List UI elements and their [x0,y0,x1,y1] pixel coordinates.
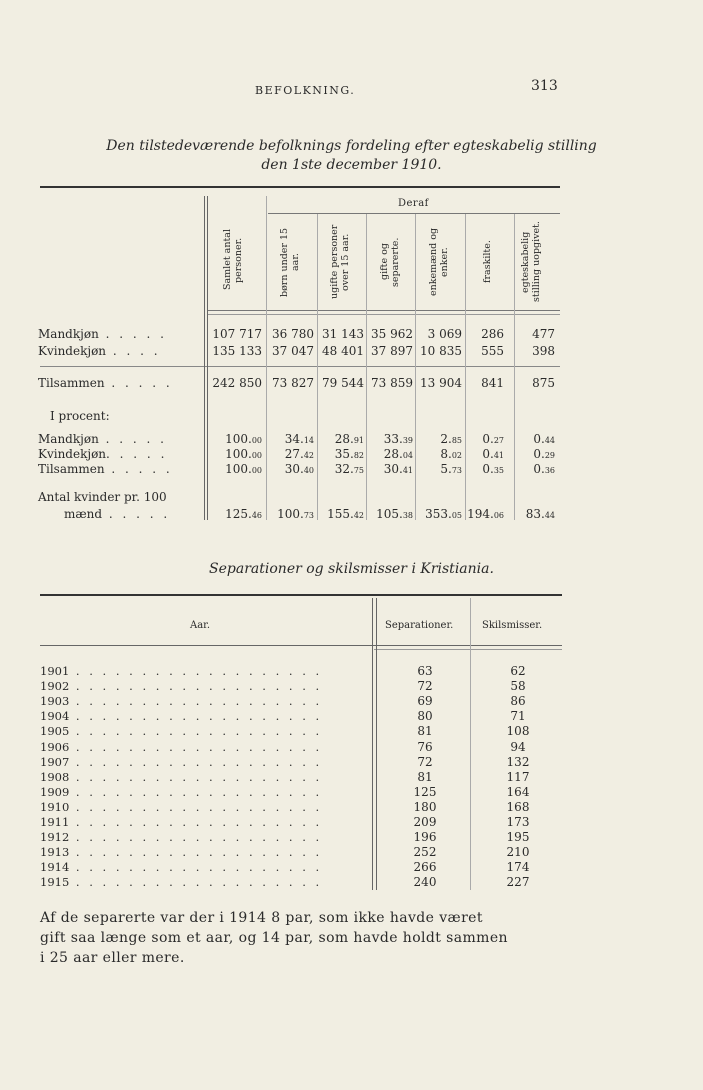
year-label: 1911 . . . . . . . . . . . . . . . . . . . [40,815,323,829]
separations-cell: 81 [417,724,433,739]
percent-cell: 0.27 [482,432,504,446]
footnote-line: i 25 aar eller mere. [40,950,185,966]
table-cell: 37 047 [272,344,314,358]
col-header-divorced: fraskilte. [482,240,493,284]
year-label: 1903 . . . . . . . . . . . . . . . . . . . [40,694,323,709]
separations-cell: 266 [413,860,437,875]
year-label: 1901 . . . . . . . . . . . . . . . . . . . [40,664,323,678]
table-cell: 135 133 [212,344,262,358]
col-header-unknown: egteskabelig stilling uopgivet. [520,221,542,303]
table-cell: 107 717 [212,327,262,341]
row-label-pct-total: Tilsammen . . . . . [38,462,173,476]
separations-cell: 252 [413,845,437,860]
percent-cell: 100.00 [225,447,262,461]
table-cell: 31 143 [322,327,364,341]
col-header-widowed: enkemænd og enker. [428,227,450,297]
percent-cell: 100.00 [225,432,262,446]
percent-cell: 0.44 [533,432,555,446]
separations-cell: 125 [413,784,437,799]
separations-cell: 69 [417,694,433,709]
percent-cell: 0.41 [482,447,504,461]
col-header-children: børn under 15 aar. [279,227,301,297]
divorces-cell: 108 [506,724,530,739]
year-label: 1904 . . . . . . . . . . . . . . . . . . . [40,709,323,724]
separations-cell: 196 [413,830,437,845]
row-label-women-per-men-2: mænd . . . . . [64,507,171,521]
separations-cell: 63 [417,664,433,678]
women-per-men-cell: 353.05 [425,507,462,521]
table-cell: 79 544 [322,376,364,390]
table1-title: Den tilstedeværende befolknings fordeling efter egteskabelig stilling [106,138,597,154]
divorces-cell: 132 [506,754,530,769]
percent-cell: 2.85 [440,432,462,446]
percent-cell: 0.35 [482,462,504,476]
footnote-line: gift saa længe som et aar, og 14 par, som havde holdt sammen [40,930,508,946]
table2-col-divider [470,598,471,890]
row-label-women-per-men-1: Antal kvinder pr. 100 [38,490,167,504]
deraf-group-header: Deraf [398,198,429,209]
year-label: 1915 . . . . . . . . . . . . . . . . . . . [40,875,323,890]
percent-cell: 34.14 [284,432,314,446]
row-label-pct-male: Mandkjøn . . . . . [38,432,167,446]
table1-col-divider [266,196,267,520]
table1-subtitle: den 1ste december 1910. [261,157,442,173]
year-label: 1907 . . . . . . . . . . . . . . . . . . . [40,754,323,769]
separations-cell: 80 [417,709,433,724]
percent-cell: 0.36 [533,462,555,476]
table1-deraf-rule [268,213,560,214]
divorces-cell: 227 [506,875,530,890]
percent-cell: 32.75 [334,462,364,476]
table-cell: 36 780 [272,327,314,341]
divorces-cell: 86 [510,694,526,709]
separations-cell: 180 [413,799,437,814]
table-cell: 10 835 [420,344,462,358]
table2-title: Separationer og skilsmisser i Kristiania. [209,561,494,577]
row-label-female: Kvindekjøn . . . . [38,344,161,358]
percent-cell: 28.04 [383,447,413,461]
divorces-cell: 168 [506,799,530,814]
women-per-men-cell: 194.06 [467,507,504,521]
table1-header-rule [207,310,560,311]
divorces-cell: 164 [506,784,530,799]
table-cell: 841 [481,376,504,390]
footnote [40,908,665,968]
divorces-cell: 62 [510,664,526,678]
year-label: 1913 . . . . . . . . . . . . . . . . . . . [40,845,323,860]
year-label: 1902 . . . . . . . . . . . . . . . . . . . [40,679,323,694]
table-cell: 48 401 [322,344,364,358]
women-per-men-cell: 83.44 [525,507,555,521]
women-per-men-cell: 105.38 [376,507,413,521]
table1-header-rule-2 [207,314,560,315]
year-label: 1909 . . . . . . . . . . . . . . . . . . . [40,784,323,799]
table-cell: 398 [532,344,555,358]
separations-cell: 81 [417,769,433,784]
running-head: BEFOLKNING. [255,84,356,97]
divorces-cell: 173 [506,815,530,829]
table2-col-divider [372,598,373,890]
year-label: 1906 . . . . . . . . . . . . . . . . . . . [40,739,323,754]
table-cell: 555 [481,344,504,358]
percent-cell: 35.82 [334,447,364,461]
year-label: 1914 . . . . . . . . . . . . . . . . . . . [40,860,323,875]
table2-header-rule-2 [374,649,562,650]
divorces-cell: 58 [510,679,526,694]
year-label: 1905 . . . . . . . . . . . . . . . . . . . [40,724,323,739]
percent-cell: 100.00 [225,462,262,476]
divorces-cell: 117 [506,769,530,784]
table-cell: 35 962 [371,327,413,341]
separations-cell: 72 [417,754,433,769]
year-label: 1908 . . . . . . . . . . . . . . . . . . . [40,769,323,784]
col-header-married: gifte og separerte. [379,237,401,287]
year-label: 1910 . . . . . . . . . . . . . . . . . . . [40,799,323,814]
col-header-separations: Separationer. [385,620,454,631]
table2-top-rule [40,594,562,596]
page-number: 313 [531,78,558,94]
women-per-men-cell: 125.46 [225,507,262,521]
separations-cell: 240 [413,875,437,890]
table-cell: 242 850 [212,376,262,390]
percent-cell: 28.91 [334,432,364,446]
table1-top-rule [40,186,560,188]
percent-cell: 27.42 [284,447,314,461]
footnote-line: Af de separerte var der i 1914 8 par, som ikke havde været [40,910,483,926]
row-label-male: Mandkjøn . . . . . [38,327,167,341]
percent-cell: 5.73 [440,462,462,476]
col-header-total: Samlet antal personer. [222,229,244,291]
row-label-pct-female: Kvindekjøn. . . . . [38,447,168,461]
table1-subtotal-rule [40,366,560,367]
row-label-total: Tilsammen . . . . . [38,376,173,390]
divorces-cell: 94 [510,739,526,754]
table-cell: 286 [481,327,504,341]
table-cell: 73 827 [272,376,314,390]
percent-cell: 0.29 [533,447,555,461]
separations-cell: 72 [417,679,433,694]
divorces-cell: 210 [506,845,530,860]
percent-heading: I procent: [50,409,110,423]
table-cell: 3 069 [427,327,462,341]
table-cell: 13 904 [420,376,462,390]
percent-cell: 30.41 [383,462,413,476]
divorces-cell: 71 [510,709,526,724]
separations-cell: 76 [417,739,433,754]
col-header-unmarried: ugifte personer over 15 aar. [329,224,351,300]
year-label: 1912 . . . . . . . . . . . . . . . . . . . [40,830,323,845]
col-header-divorces: Skilsmisser. [482,620,543,631]
percent-cell: 30.40 [284,462,314,476]
table-cell: 37 897 [371,344,413,358]
table2-col-divider [376,598,377,890]
women-per-men-cell: 155.42 [327,507,364,521]
percent-cell: 33.39 [383,432,413,446]
divorces-cell: 174 [506,860,530,875]
divorces-cell: 195 [506,830,530,845]
women-per-men-cell: 100.73 [277,507,314,521]
separations-cell: 209 [413,815,437,829]
table2-header-rule [40,645,562,646]
table1-col-divider [204,196,205,520]
table-cell: 73 859 [371,376,413,390]
col-header-year: Aar. [190,620,211,631]
table-cell: 477 [532,327,555,341]
percent-cell: 8.02 [440,447,462,461]
table-cell: 875 [532,376,555,390]
